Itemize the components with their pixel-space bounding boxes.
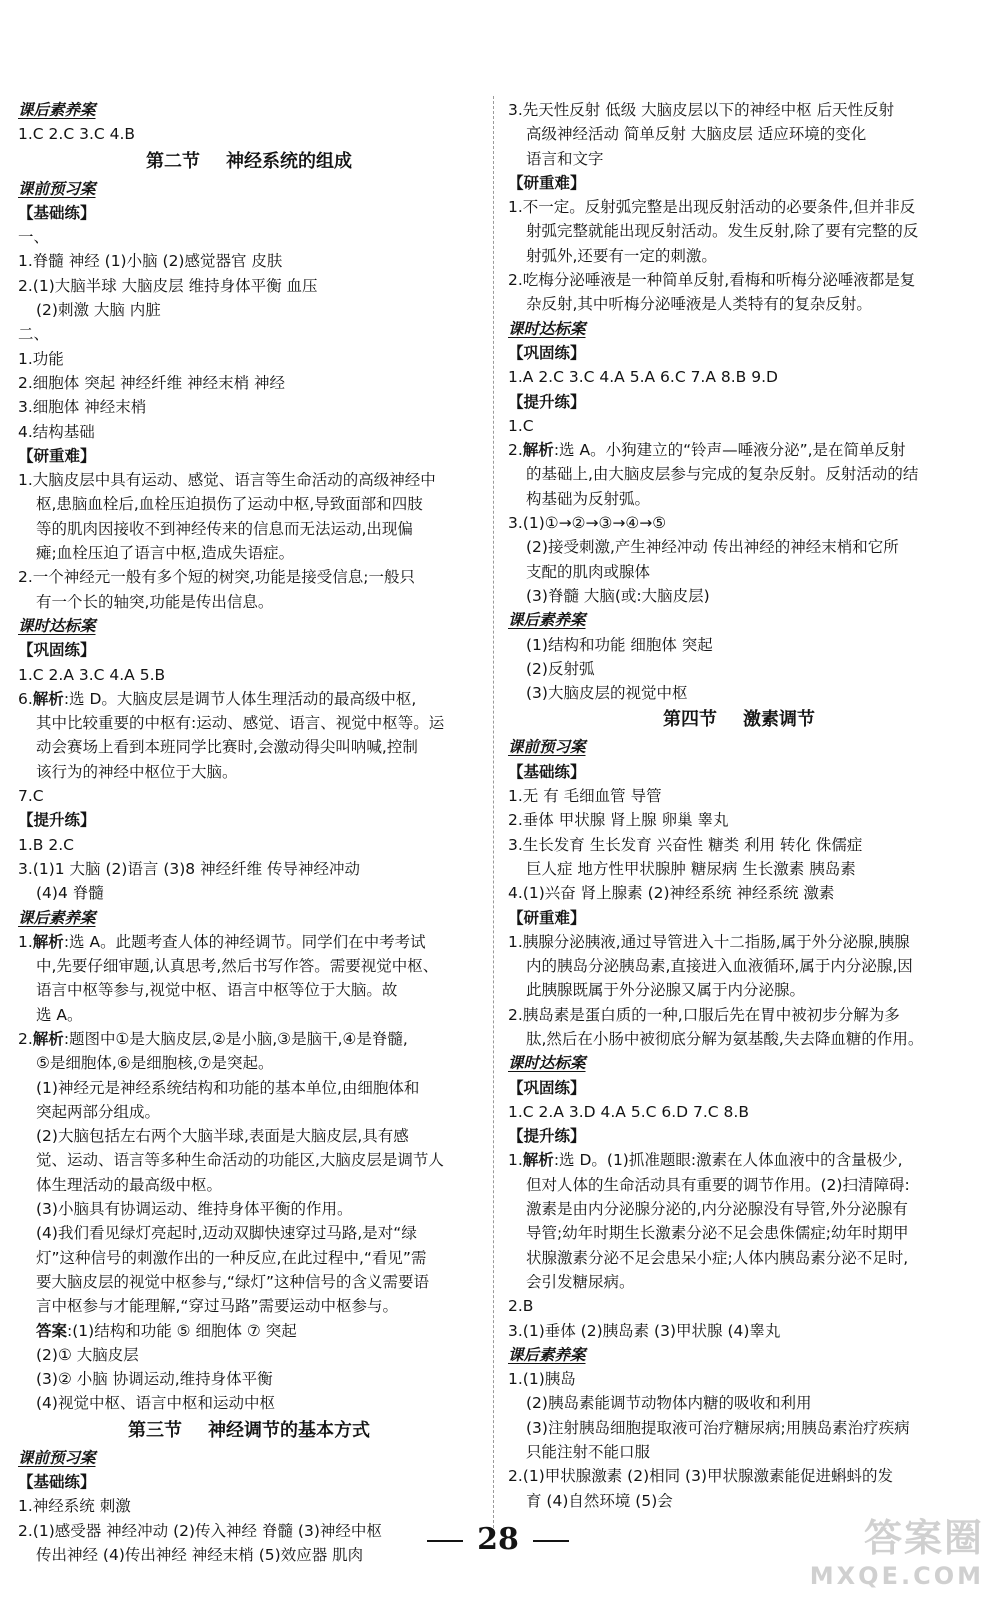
footer-dash-right — [533, 1540, 569, 1542]
text-line: 4.(1)兴奋 肾上腺素 (2)神经系统 神经系统 激素 — [508, 884, 835, 903]
text-line-indented: 射弧外,还要有一定的刺激。 — [526, 246, 717, 265]
answer-text: :选 A。小狗建立的“铃声—唾液分泌”,是在简单反射 — [553, 441, 906, 460]
text-line-indented: (1)神经元是神经系统结构和功能的基本单位,由细胞体和 — [36, 1078, 420, 1097]
text-line-indented: (2)① 大脑皮层 — [36, 1345, 139, 1364]
answer-keyword: 答案 — [36, 1321, 68, 1340]
exercise-tag: 【巩固练】 — [508, 343, 586, 362]
text-line-indented: (2)大脑包括左右两个大脑半球,表面是大脑皮层,具有感 — [36, 1127, 409, 1146]
text-line-indented: 导管;幼年时期生长激素分泌不足会患侏儒症;幼年时期甲 — [526, 1224, 909, 1243]
text-line: 3.细胞体 神经末梢 — [18, 398, 147, 417]
text-line: 4.结构基础 — [18, 422, 95, 441]
text-line: 3.(1)1 大脑 (2)语言 (3)8 神经纤维 传导神经冲动 — [18, 859, 361, 878]
text-line-indented: 杂反射,其中听梅分泌唾液是人类特有的复杂反射。 — [526, 295, 872, 314]
text-line: 2.B — [508, 1297, 534, 1316]
text-line-indented: (4)4 脊髓 — [36, 884, 104, 903]
text-line: 7.C — [18, 787, 44, 806]
text-line-indented: 射弧完整就能出现反射活动。发生反射,除了要有完整的反 — [526, 222, 919, 241]
text-line-indented: (3)脊髓 大脑(或:大脑皮层) — [526, 586, 710, 605]
text-line-indented: 等的肌肉因接收不到神经传来的信息而无法运动,出现偏 — [36, 519, 413, 538]
text-line-indented: ⑤是细胞体,⑥是细胞核,⑦是突起。 — [36, 1054, 274, 1073]
text-line-indented: (1)结构和功能 细胞体 突起 — [526, 635, 713, 654]
chapter-number: 第四节 — [663, 709, 717, 731]
text-line-indented: (4)我们看见绿灯亮起时,迈动双脚快速穿过马路,是对“绿 — [36, 1224, 417, 1243]
text-line: 二、 — [18, 325, 50, 344]
text-line-indented: 的基础上,由大脑皮层参与完成的复杂反射。反射活动的结 — [526, 465, 919, 484]
text-line-indented: 体生理活动的最高级中枢。 — [36, 1175, 223, 1194]
text-line-indented: 巨人症 地方性甲状腺肿 糖尿病 生长激素 胰岛素 — [526, 859, 856, 878]
text-line: 1.C 2.C 3.C 4.B — [18, 125, 136, 144]
text-line-indented: 语言和文字 — [526, 149, 604, 168]
section-label: 课时达标案 — [508, 1054, 586, 1073]
text-line-indented: 要大脑皮层的视觉中枢参与,“绿灯”这种信号的含义需要语 — [36, 1272, 429, 1291]
text-line-indented: 育 (4)自然环境 (5)会 — [526, 1491, 673, 1510]
exercise-tag: 【研重难】 — [18, 446, 96, 465]
exercise-tag: 【提升练】 — [508, 392, 586, 411]
answer-text: :(1)结构和功能 ⑤ 细胞体 ⑦ 突起 — [67, 1321, 297, 1340]
page-number: 28 — [477, 1522, 519, 1557]
text-line-indented: 中,先要仔细审题,认真思考,然后书写作答。需要视觉中枢、 — [36, 957, 439, 976]
chapter-number: 第三节 — [128, 1419, 182, 1441]
watermark-url: MXQE.COM — [809, 1562, 984, 1590]
exercise-tag: 【巩固练】 — [508, 1078, 586, 1097]
exercise-tag: 【提升练】 — [18, 811, 96, 830]
section-label: 课后素养案 — [508, 1345, 586, 1364]
answer-line — [18, 930, 480, 954]
text-line: 1.A 2.C 3.C 4.A 5.A 6.C 7.A 8.B 9.D — [508, 368, 778, 387]
chapter-heading — [508, 705, 970, 735]
text-line: 2.胰岛素是蛋白质的一种,口服后先在胃中被初步分解为多 — [508, 1005, 900, 1024]
text-line-indented: 高级神经活动 简单反射 大脑皮层 适应环境的变化 — [526, 125, 867, 144]
text-line: 2.细胞体 突起 神经纤维 神经末梢 神经 — [18, 373, 285, 392]
answer-keyword: 解析 — [32, 932, 64, 951]
text-line: 3.(1)①→②→③→④→⑤ — [508, 514, 667, 533]
answer-number: 6. — [18, 689, 33, 708]
exercise-tag: 【基础练】 — [508, 762, 586, 781]
answer-text: :选 D。大脑皮层是调节人体生理活动的最高级中枢, — [63, 689, 417, 708]
text-line: 2.(1)感受器 神经冲动 (2)传入神经 脊髓 (3)神经中枢 — [18, 1521, 382, 1540]
exercise-tag: 【基础练】 — [18, 1473, 96, 1492]
text-line: 2.(1)大脑半球 大脑皮层 维持身体平衡 血压 — [18, 276, 318, 295]
watermark — [810, 1507, 984, 1590]
text-line: 一、 — [18, 228, 50, 247]
text-line-indented: 但对人体的生命活动具有重要的调节作用。(2)扫清障碍: — [526, 1175, 910, 1194]
left-column — [18, 98, 480, 1567]
text-line-indented: 言中枢参与才能理解,“穿过马路”需要运动中枢参与。 — [36, 1297, 398, 1316]
answer-keyword: 解析 — [522, 1151, 554, 1170]
text-line-indented: (2)刺激 大脑 内脏 — [36, 301, 161, 320]
text-line-indented: 构基础为反射弧。 — [526, 489, 651, 508]
text-line-indented: 瘫;血栓压迫了语言中枢,造成失语症。 — [36, 544, 295, 563]
text-line-indented: 肽,然后在小肠中被彻底分解为氨基酸,失去降血糖的作用。 — [526, 1029, 924, 1048]
text-line: 1.无 有 毛细血管 导管 — [508, 787, 662, 806]
section-label: 课后素养案 — [508, 611, 586, 630]
chapter-title: 激素调节 — [743, 709, 815, 731]
text-line-indented: 其中比较重要的中枢有:运动、感觉、语言、视觉中枢等。运 — [36, 714, 445, 733]
text-line: 2.吃梅分泌唾液是一种简单反射,看梅和听梅分泌唾液都是复 — [508, 271, 916, 290]
section-label: 课前预习案 — [18, 179, 96, 198]
text-line-indented: 会引发糖尿病。 — [526, 1272, 635, 1291]
text-line-indented: (3)② 小脑 协调运动,维持身体平衡 — [36, 1370, 273, 1389]
answer-text: :题图中①是大脑皮层,②是小脑,③是脑干,④是脊髓, — [63, 1029, 408, 1048]
answer-line — [508, 438, 970, 462]
text-line-indented: 该行为的神经中枢位于大脑。 — [36, 762, 238, 781]
chapter-title: 神经系统的组成 — [226, 150, 352, 172]
text-line-indented: 状腺激素分泌不足会患呆小症;人体内胰岛素分泌不足时, — [526, 1248, 909, 1267]
text-line: 1.功能 — [18, 349, 64, 368]
right-column — [508, 98, 970, 1513]
exercise-tag: 【研重难】 — [508, 173, 586, 192]
text-line: 2.一个神经元一般有多个短的树突,功能是接受信息;一般只 — [18, 568, 415, 587]
answer-line — [18, 687, 480, 711]
answer-number: 2. — [18, 1029, 33, 1048]
answer-text: :选 A。此题考查人体的神经调节。同学们在中考考试 — [63, 932, 426, 951]
text-line: 1.(1)胰岛 — [508, 1370, 576, 1389]
answer-line — [18, 1319, 480, 1343]
text-line: 1.大脑皮层中具有运动、感觉、语言等生命活动的高级神经中 — [18, 471, 436, 490]
text-line-indented: 动会赛场上看到本班同学比赛时,会激动得尖叫呐喊,控制 — [36, 738, 418, 757]
text-line: 1.B 2.C — [18, 835, 74, 854]
chapter-title: 神经调节的基本方式 — [208, 1419, 370, 1441]
text-line: 1.C — [508, 416, 534, 435]
footer-dash-left — [427, 1540, 463, 1542]
text-line-indented: (2)接受刺激,产生神经冲动 传出神经的神经末梢和它所 — [526, 538, 899, 557]
answer-keyword: 解析 — [32, 1029, 64, 1048]
answer-number: 2. — [508, 441, 523, 460]
section-label: 课时达标案 — [508, 319, 586, 338]
text-line: 1.脊髓 神经 (1)小脑 (2)感觉器官 皮肤 — [18, 252, 283, 271]
text-line: 3.生长发育 生长发育 兴奋性 糖类 利用 转化 侏儒症 — [508, 835, 863, 854]
text-line-indented: 只能注射不能口服 — [526, 1443, 651, 1462]
answer-keyword: 解析 — [32, 689, 64, 708]
exercise-tag: 【研重难】 — [508, 908, 586, 927]
text-line: 1.C 2.A 3.C 4.A 5.B — [18, 665, 166, 684]
text-line-indented: 有一个长的轴突,功能是传出信息。 — [36, 592, 274, 611]
text-line-indented: 灯”这种信号的刺激作出的一种反应,在此过程中,“看见”需 — [36, 1248, 427, 1267]
text-line: 2.(1)甲状腺激素 (2)相同 (3)甲状腺激素能促进蝌蚪的发 — [508, 1467, 894, 1486]
text-line-indented: (3)注射胰岛细胞提取液可治疗糖尿病;用胰岛素治疗疾病 — [526, 1418, 910, 1437]
section-label: 课前预习案 — [508, 738, 586, 757]
section-label: 课前预习案 — [18, 1448, 96, 1467]
text-line-indented: 传出神经 (4)传出神经 神经末梢 (5)效应器 肌肉 — [36, 1545, 364, 1564]
text-line: 1.神经系统 刺激 — [18, 1497, 131, 1516]
text-line-indented: (4)视觉中枢、语言中枢和运动中枢 — [36, 1394, 275, 1413]
text-line: 1.胰腺分泌胰液,通过导管进入十二指肠,属于外分泌腺,胰腺 — [508, 932, 910, 951]
text-line-indented: (3)大脑皮层的视觉中枢 — [526, 684, 688, 703]
exercise-tag: 【基础练】 — [18, 203, 96, 222]
answer-line — [18, 1027, 480, 1051]
text-line-indented: 觉、运动、语言等多种生命活动的功能区,大脑皮层是调节人 — [36, 1151, 444, 1170]
watermark-logo: 答案圈 — [863, 1516, 984, 1560]
text-line-indented: (2)胰岛素能调节动物体内糖的吸收和利用 — [526, 1394, 812, 1413]
answer-number: 1. — [18, 932, 33, 951]
text-line-indented: 枢,患脑血栓后,血栓压迫损伤了运动中枢,导致面部和四肢 — [36, 495, 423, 514]
text-line: 3.先天性反射 低级 大脑皮层以下的神经中枢 后天性反射 — [508, 101, 895, 119]
text-line-indented: 此胰腺既属于外分泌腺又属于内分泌腺。 — [526, 981, 806, 1000]
text-line-indented: 突起两部分组成。 — [36, 1102, 161, 1121]
text-line-indented: 内的胰岛分泌胰岛素,直接进入血液循环,属于内分泌腺,因 — [526, 957, 913, 976]
chapter-number: 第二节 — [146, 150, 200, 172]
exercise-tag: 【提升练】 — [508, 1127, 586, 1146]
section-label: 课后素养案 — [18, 908, 96, 927]
text-line-indented: (2)反射弧 — [526, 659, 595, 678]
answer-number: 1. — [508, 1151, 523, 1170]
answer-line — [508, 1148, 970, 1172]
chapter-heading — [18, 147, 480, 177]
text-line: 2.垂体 甲状腺 肾上腺 卵巢 睾丸 — [508, 811, 729, 830]
exercise-tag: 【巩固练】 — [18, 641, 96, 660]
text-line-indented: 激素是由内分泌腺分泌的,内分泌腺没有导管,外分泌腺有 — [526, 1200, 908, 1219]
text-line-indented: 选 A。 — [36, 1005, 83, 1024]
text-line: 1.C 2.A 3.D 4.A 5.C 6.D 7.C 8.B — [508, 1102, 749, 1121]
column-divider — [493, 96, 494, 1528]
section-label: 课时达标案 — [18, 616, 96, 635]
text-line-indented: (3)小脑具有协调运动、维持身体平衡的作用。 — [36, 1200, 353, 1219]
section-label: 课后素养案 — [18, 101, 96, 119]
text-line: 1.不一定。反射弧完整是出现反射活动的必要条件,但并非反 — [508, 198, 916, 217]
text-line-indented: 语言中枢等参与,视觉中枢、语言中枢等位于大脑。故 — [36, 981, 398, 1000]
text-line-indented: 支配的肌肉或腺体 — [526, 562, 651, 581]
answer-text: :选 D。(1)抓准题眼:激素在人体血液中的含量极少, — [553, 1151, 903, 1170]
text-line: 3.(1)垂体 (2)胰岛素 (3)甲状腺 (4)睾丸 — [508, 1321, 781, 1340]
chapter-heading — [18, 1416, 480, 1446]
answer-keyword: 解析 — [522, 441, 554, 460]
